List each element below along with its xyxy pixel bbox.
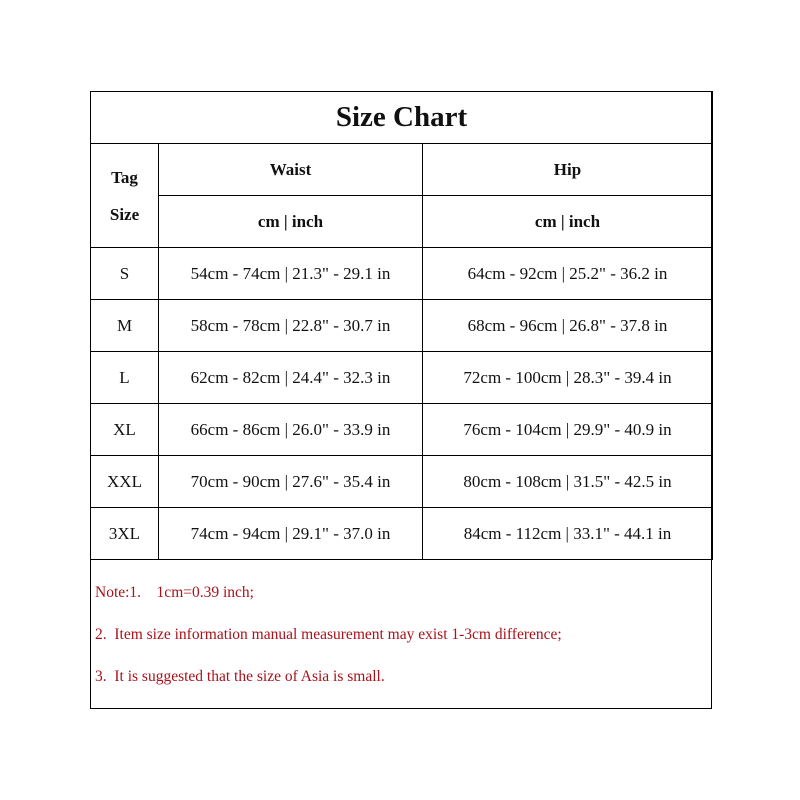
waist-cell: 58cm - 78cm | 22.8" - 30.7 in [159, 300, 423, 352]
size-chart [90, 91, 712, 709]
waist-cell: 62cm - 82cm | 24.4" - 32.3 in [159, 352, 423, 404]
size-cell: S [91, 248, 159, 300]
tag-size-header-line1: Tag [111, 167, 138, 187]
waist-cell: 54cm - 74cm | 21.3" - 29.1 in [159, 248, 423, 300]
size-table [90, 91, 713, 560]
hip-cell: 72cm - 100cm | 28.3" - 39.4 in [423, 352, 713, 404]
hip-cell: 80cm - 108cm | 31.5" - 42.5 in [423, 456, 713, 508]
waist-unit-header: cm | inch [159, 196, 423, 248]
note-2: 2. Item size information manual measurement may exist 1-3cm difference; [95, 626, 562, 643]
size-cell: XXL [91, 456, 159, 508]
waist-header: Waist [159, 144, 423, 196]
hip-header: Hip [423, 144, 713, 196]
table-row [91, 300, 713, 352]
hip-cell: 76cm - 104cm | 29.9" - 40.9 in [423, 404, 713, 456]
waist-cell: 74cm - 94cm | 29.1" - 37.0 in [159, 508, 423, 560]
size-cell: 3XL [91, 508, 159, 560]
note-3: 3. It is suggested that the size of Asia is small. [95, 668, 385, 685]
table-row [91, 248, 713, 300]
tag-size-header-line2: Size [109, 204, 140, 224]
hip-cell: 84cm - 112cm | 33.1" - 44.1 in [423, 508, 713, 560]
chart-title: Size Chart [91, 92, 713, 144]
table-row [91, 352, 713, 404]
table-row [91, 404, 713, 456]
waist-cell: 70cm - 90cm | 27.6" - 35.4 in [159, 456, 423, 508]
waist-cell: 66cm - 86cm | 26.0" - 33.9 in [159, 404, 423, 456]
hip-cell: 68cm - 96cm | 26.8" - 37.8 in [423, 300, 713, 352]
table-row [91, 508, 713, 560]
hip-unit-header: cm | inch [423, 196, 713, 248]
size-cell: M [91, 300, 159, 352]
size-cell: L [91, 352, 159, 404]
table-row [91, 456, 713, 508]
size-cell: XL [91, 404, 159, 456]
note-1: Note:1. 1cm=0.39 inch; [95, 584, 254, 601]
hip-cell: 64cm - 92cm | 25.2" - 36.2 in [423, 248, 713, 300]
tag-size-header [91, 144, 159, 248]
